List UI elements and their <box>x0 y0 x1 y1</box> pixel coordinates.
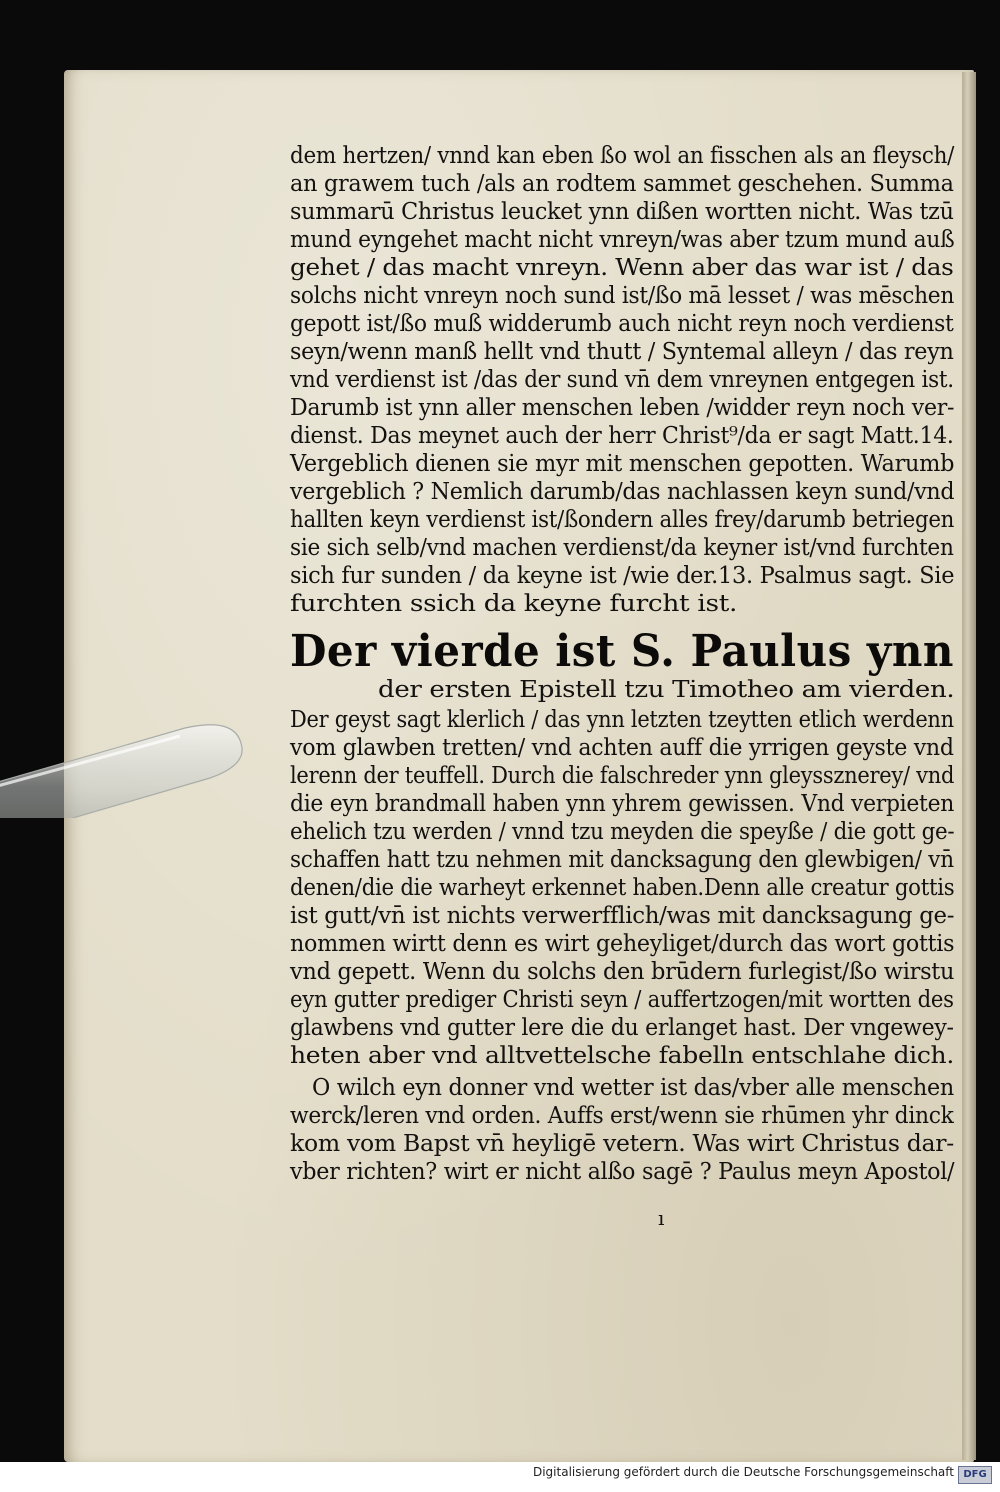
text-line: sie sich selb/vnd machen verdienst/da keyner ist/vnd furchten <box>290 535 954 561</box>
text-line: heten aber vnd alltvettelsche fabelln entschlahe dich. <box>290 1043 954 1069</box>
text-line: kom vom Bapst vn̄ heyligē vetern. Was wirt Christus dar- <box>290 1131 954 1157</box>
text-line: vergeblich ? Nemlich darumb/das nachlassen keyn sund/vnd <box>290 479 955 505</box>
text-line: werck/leren vnd orden. Auffs erst/wenn sie rhūmen yhr dinck <box>290 1103 954 1129</box>
text-line: lerenn der teuffell. Durch die falschreder ynn gleyssznerey/ vnd <box>290 763 955 789</box>
text-line: an grawem tuch /als an rodtem sammet geschehen. Summa <box>290 171 954 197</box>
text-line: gepott ist/ßo muß widderumb auch nicht reyn noch verdienst <box>290 311 954 337</box>
text-line: O wilch eyn donner vnd wetter ist das/vber alle menschen <box>312 1075 954 1101</box>
text-line: ist gutt/vn̄ ist nichts verwerfflich/was mit dancksagung ge- <box>290 903 955 929</box>
text-line: Der geyst sagt klerlich / das ynn letzten tzeytten etlich werdenn <box>290 707 954 733</box>
text-line: vom glawben tretten/ vnd achten auff die yrrigen geyste vnd <box>290 735 954 761</box>
folio-mark: ı <box>658 1206 665 1230</box>
text-line: dem hertzen/ vnnd kan eben ßo wol an fisschen als an fleysch/ <box>290 143 955 169</box>
text-line: eyn gutter prediger Christi seyn / auffertzogen/mit wortten des <box>290 987 954 1013</box>
text-line: vnd verdienst ist /das der sund vn̄ dem vnreynen entgegen ist. <box>290 367 954 393</box>
section-subheading: der ersten Epistell tzu Timotheo am vierden. <box>378 677 955 703</box>
text-line: vber richten? wirt er nicht alßo sagē ? Paulus meyn Apostol/ <box>290 1159 955 1185</box>
text-line: hallten keyn verdienst ist/ßondern alles frey/darumb betriegen <box>290 507 955 533</box>
text-line: glawbens vnd gutter lere die du erlanget hast. Der vngewey- <box>290 1015 954 1041</box>
text-line: seyn/wenn manß hellt vnd thutt / Syntemal alleyn / das reyn <box>290 339 954 365</box>
footer-credit: Digitalisierung gefördert durch die Deutsche Forschungsgemeinschaft <box>532 1465 954 1479</box>
text-line: schaffen hatt tzu nehmen mit dancksagung den glewbigen/ vn̄ <box>290 847 954 873</box>
text-line: die eyn brandmall haben ynn yhrem gewissen. Vnd verpieten <box>290 791 955 817</box>
text-line: dienst. Das meynet auch der herr Christ⁹/da er sagt Matt.14. <box>290 423 954 449</box>
text-line: sich fur sunden / da keyne ist /wie der.13. Psalmus sagt. Sie <box>290 563 955 589</box>
text-line: summarū Christus leucket ynn dißen wortten nicht. Was tzū <box>290 199 954 225</box>
text-line: mund eyngehet macht nicht vnreyn/was aber tzum mund auß <box>290 227 955 253</box>
text-line: Darumb ist ynn aller menschen leben /widder reyn noch ver- <box>290 395 955 421</box>
text-line: vnd gepett. Wenn du solchs den brūdern furlegist/ßo wirstu <box>290 959 955 985</box>
text-line: gehet / das macht vnreyn. Wenn aber das war ist / das <box>290 255 954 281</box>
text-line: ehelich tzu werden / vnnd tzu meyden die speyße / die gott ge- <box>290 819 955 845</box>
section-heading: Der vierde ist S. Paulus ynn <box>290 626 954 677</box>
text-line: denen/die die warheyt erkennet haben.Denn alle creatur gottis <box>290 875 955 901</box>
text-line: nommen wirtt denn es wirt geheyliget/durch das wort gottis <box>290 931 955 957</box>
text-line: Vergeblich dienen sie myr mit menschen gepotten. Warumb <box>290 451 955 477</box>
text-line: furchten ssich da keyne furcht ist. <box>290 591 738 617</box>
text-line: solchs nicht vnreyn noch sund ist/ßo mā lesset / was mēschen <box>290 283 955 309</box>
dfg-logo: DFG <box>958 1466 992 1484</box>
